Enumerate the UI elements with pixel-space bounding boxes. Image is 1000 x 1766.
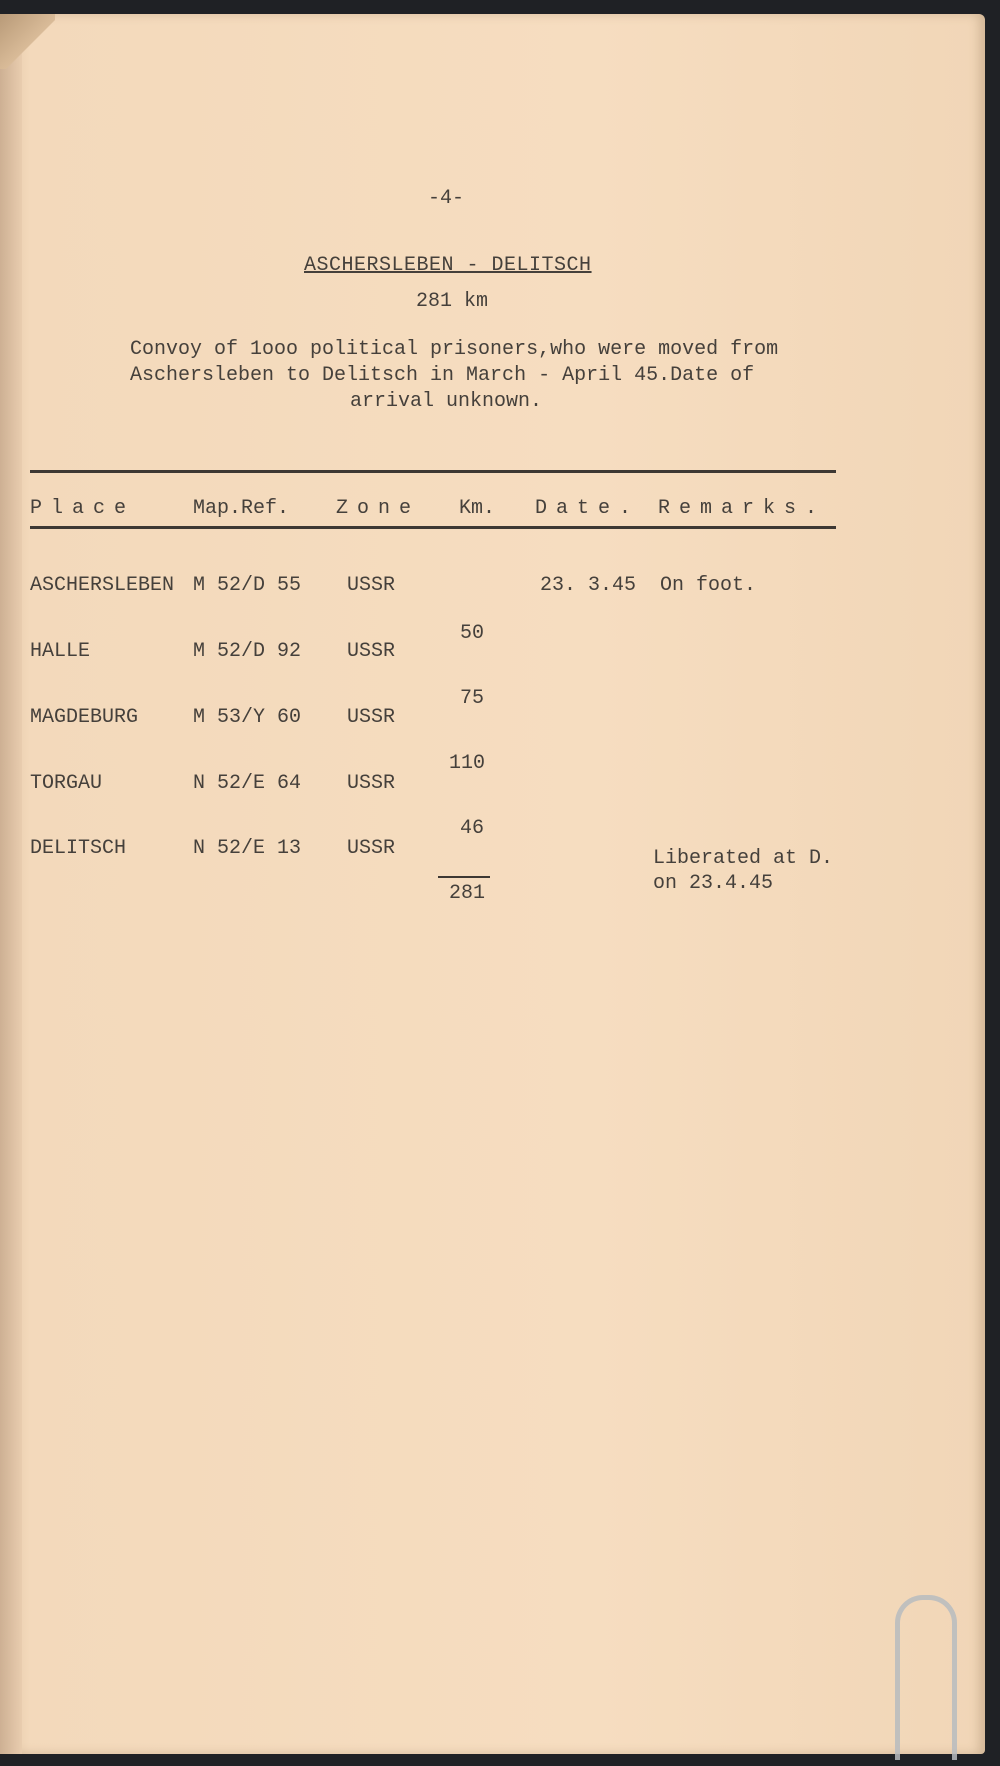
- table-row-zone: USSR: [347, 772, 396, 795]
- leg-km: 110: [449, 752, 486, 775]
- table-row-remarks-continued: on 23.4.45: [653, 872, 774, 895]
- page-binding-edge: [0, 14, 22, 1754]
- table-row-zone: USSR: [347, 640, 396, 663]
- table-row-map-ref: M 52/D 55: [193, 574, 302, 597]
- paper-clip: [895, 1595, 957, 1760]
- description-line-2: Aschersleben to Delitsch in March - April 45.Date of: [130, 364, 755, 387]
- table-row-map-ref: M 52/D 92: [193, 640, 302, 663]
- table-row-zone: USSR: [347, 706, 396, 729]
- table-top-rule: [30, 470, 836, 473]
- header-km: Km.: [459, 497, 496, 520]
- table-row-place: MAGDEBURG: [30, 706, 139, 729]
- header-date: Date.: [535, 497, 641, 520]
- table-row-map-ref: N 52/E 64: [193, 772, 302, 795]
- header-remarks: Remarks.: [658, 497, 827, 520]
- header-place: Place: [30, 497, 136, 520]
- leg-km: 46: [460, 817, 485, 840]
- total-km: 281: [449, 882, 486, 905]
- table-row-zone: USSR: [347, 574, 396, 597]
- description-line-3: arrival unknown.: [350, 390, 543, 413]
- table-row-place: HALLE: [30, 640, 91, 663]
- document-title: ASCHERSLEBEN - DELITSCH: [304, 254, 592, 277]
- table-header-rule: [30, 526, 836, 529]
- document-page: [0, 14, 985, 1754]
- table-row-map-ref: M 53/Y 60: [193, 706, 302, 729]
- leg-km: 75: [460, 687, 485, 710]
- leg-km: 50: [460, 622, 485, 645]
- page-number: -4-: [428, 187, 465, 210]
- description-line-1: Convoy of 1ooo political prisoners,who were moved from: [130, 338, 779, 361]
- total-underline: [438, 876, 490, 878]
- table-row-map-ref: N 52/E 13: [193, 837, 302, 860]
- table-row-place: DELITSCH: [30, 837, 127, 860]
- table-row-remarks: Liberated at D.: [653, 847, 834, 870]
- table-row-remarks: On foot.: [660, 574, 757, 597]
- table-row-date: 23. 3.45: [540, 574, 637, 597]
- torn-corner: [0, 14, 55, 69]
- route-distance: 281 km: [416, 290, 489, 313]
- header-zone: Zone: [336, 497, 421, 520]
- table-row-place: TORGAU: [30, 772, 103, 795]
- table-row-place: ASCHERSLEBEN: [30, 574, 175, 597]
- table-row-zone: USSR: [347, 837, 396, 860]
- header-map-ref: Map.Ref.: [193, 497, 290, 520]
